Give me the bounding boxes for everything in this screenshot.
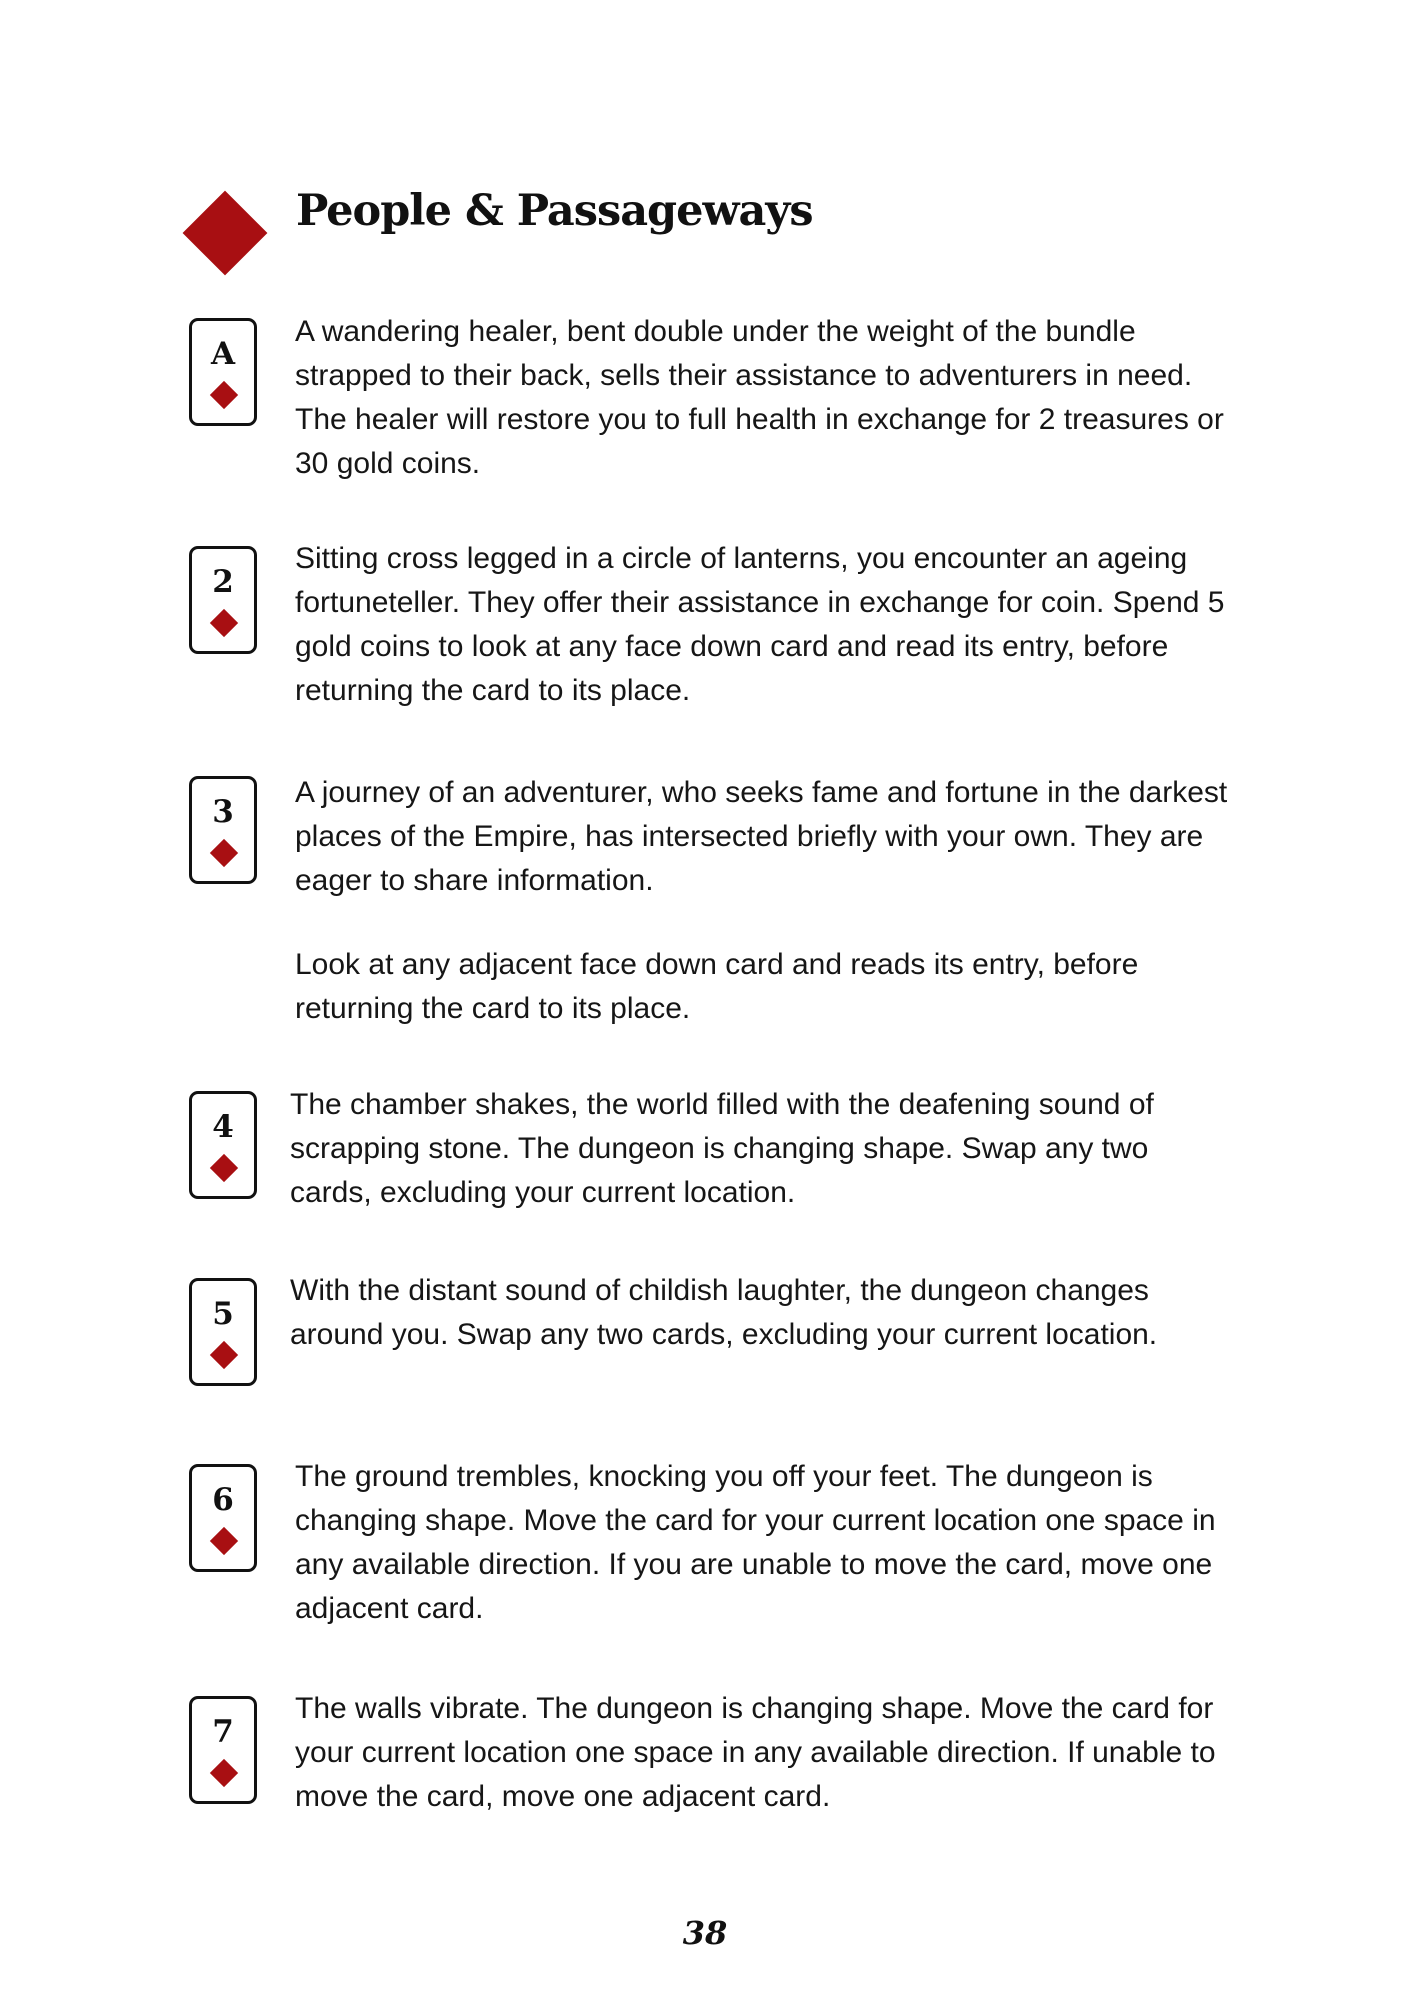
card-rank: 6	[212, 1482, 234, 1518]
entry-text-7	[295, 1687, 1235, 1819]
card-icon-2	[189, 546, 257, 654]
card-rank: A	[210, 336, 236, 372]
diamond-icon	[210, 1527, 238, 1555]
card-icon-ace	[189, 318, 257, 426]
entry-text-2	[295, 537, 1235, 713]
card-rank: 3	[212, 794, 234, 830]
entry-text-ace	[295, 310, 1235, 486]
entry-paragraph: A journey of an adventurer, who seeks fame and fortune in the darkest places of the Empire, has intersected briefly with your own. They are eager to share information.	[295, 776, 1228, 897]
card-icon-6	[189, 1464, 257, 1572]
card-rank: 5	[212, 1296, 234, 1332]
card-rank: 4	[212, 1109, 234, 1145]
page-number: 38	[682, 1914, 728, 1952]
diamond-icon	[210, 1154, 238, 1182]
entry-text-4	[290, 1083, 1230, 1215]
entry-text-5	[290, 1269, 1230, 1357]
diamond-icon	[183, 191, 268, 276]
card-icon-4	[189, 1091, 257, 1199]
entry-paragraph: A wandering healer, bent double under the weight of the bundle strapped to their back, sells their assistance to adventurers in need. The healer will restore you to full health in exchange for 2 treasures or 30 gold coins.	[295, 315, 1224, 480]
entry-paragraph: The chamber shakes, the world filled with the deafening sound of scrapping stone. The dungeon is changing shape. Swap any two cards, excluding your current location.	[290, 1088, 1154, 1209]
entry-paragraph: Sitting cross legged in a circle of lanterns, you encounter an ageing fortuneteller. They offer their assistance in exchange for coin. Spend 5 gold coins to look at any face down card and read its entry, before returning the card to its place.	[295, 542, 1225, 707]
diamond-icon	[210, 1341, 238, 1369]
card-icon-5	[189, 1278, 257, 1386]
entry-paragraph: The walls vibrate. The dungeon is changing shape. Move the card for your current location one space in any available direction. If unable to move the card, move one adjacent card.	[295, 1692, 1216, 1813]
card-icon-3	[189, 776, 257, 884]
card-icon-7	[189, 1696, 257, 1804]
card-rank: 2	[212, 564, 234, 600]
card-rank: 7	[212, 1714, 234, 1750]
diamond-icon	[210, 1759, 238, 1787]
entry-text-3	[295, 771, 1235, 1031]
page-title: People & Passageways	[296, 186, 813, 236]
entry-text-6	[295, 1455, 1235, 1631]
entry-paragraph: Look at any adjacent face down card and reads its entry, before returning the card to its place.	[295, 948, 1139, 1025]
entry-paragraph: The ground trembles, knocking you off your feet. The dungeon is changing shape. Move the card for your current location one space in any available direction. If you are unable to move the card, move one adjacent card.	[295, 1460, 1216, 1625]
diamond-icon	[210, 609, 238, 637]
entry-paragraph: With the distant sound of childish laughter, the dungeon changes around you. Swap any two cards, excluding your current location.	[290, 1274, 1158, 1351]
diamond-icon	[210, 381, 238, 409]
diamond-icon	[210, 839, 238, 867]
